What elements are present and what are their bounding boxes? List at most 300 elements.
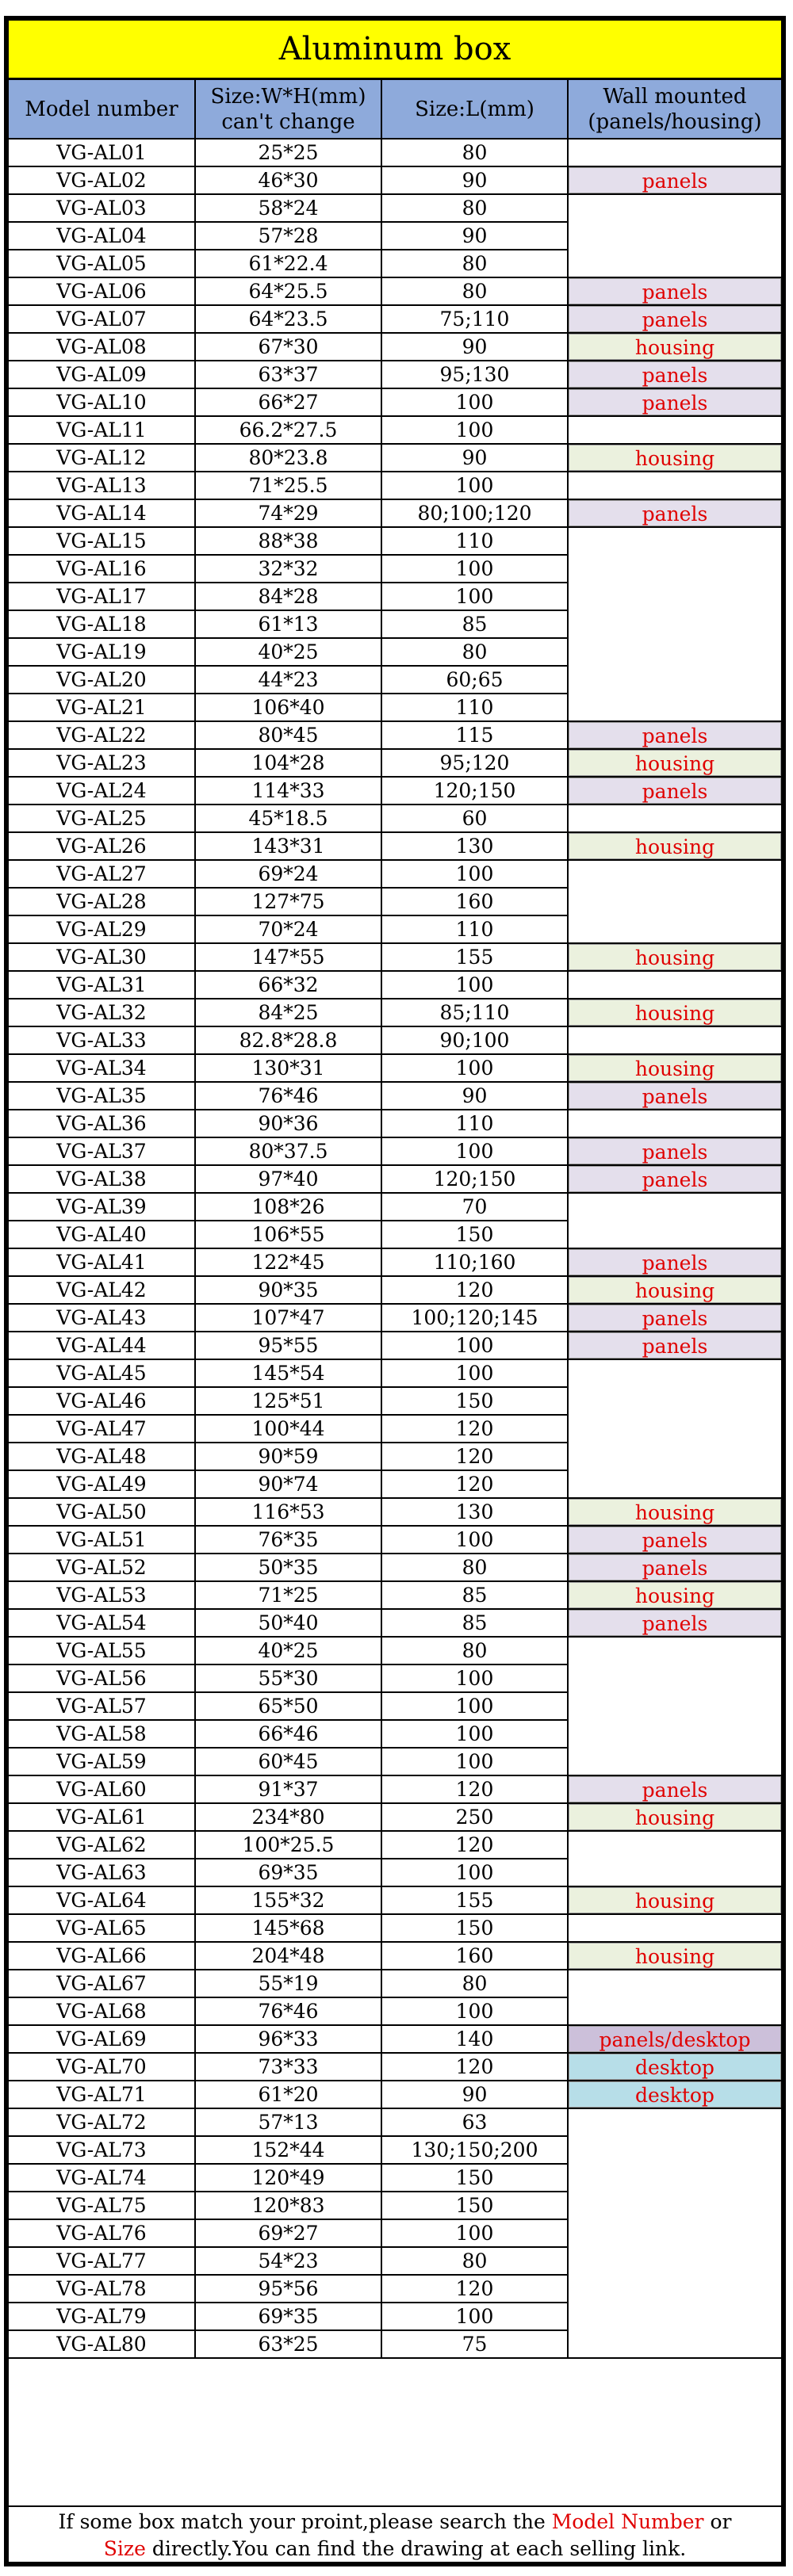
length-cell: 120 <box>381 1831 568 1859</box>
length-cell: 80 <box>381 139 568 166</box>
size-wh-cell: 100*44 <box>195 1415 381 1443</box>
size-wh-cell: 69*35 <box>195 2303 381 2330</box>
length-cell: 80 <box>381 2247 568 2275</box>
wall-mounted-cell <box>568 971 781 999</box>
size-wh-cell: 61*22.4 <box>195 250 381 277</box>
length-cell: 80;100;120 <box>381 499 568 527</box>
wall-mounted-cell <box>568 721 781 749</box>
table-row <box>9 527 781 555</box>
table-row <box>9 1970 781 1997</box>
model-cell: VG-AL09 <box>9 361 195 388</box>
model-cell: VG-AL51 <box>9 1526 195 1554</box>
size-wh-cell: 204*48 <box>195 1942 381 1970</box>
table-row <box>9 860 781 888</box>
table-row <box>9 1026 781 1054</box>
length-cell: 120 <box>381 1443 568 1470</box>
wall-mounted-cell <box>568 832 781 860</box>
model-cell: VG-AL06 <box>9 277 195 305</box>
mount-type-badge: panels <box>569 1083 781 1109</box>
model-cell: VG-AL42 <box>9 1276 195 1304</box>
table-row <box>9 1304 781 1332</box>
model-cell: VG-AL48 <box>9 1443 195 1470</box>
wall-mounted-cell <box>568 610 781 638</box>
model-cell: VG-AL71 <box>9 2081 195 2108</box>
size-wh-cell: 69*35 <box>195 1859 381 1886</box>
size-wh-cell: 50*40 <box>195 1609 381 1637</box>
model-cell: VG-AL78 <box>9 2275 195 2303</box>
footer-text-a: If some box match your proint,please search the <box>58 2510 552 2533</box>
size-wh-cell: 50*35 <box>195 1554 381 1581</box>
table-row <box>9 1942 781 1970</box>
size-wh-cell: 114*33 <box>195 777 381 805</box>
model-cell: VG-AL41 <box>9 1248 195 1276</box>
model-cell: VG-AL04 <box>9 222 195 250</box>
size-wh-cell: 84*25 <box>195 999 381 1026</box>
model-cell: VG-AL70 <box>9 2053 195 2081</box>
model-cell: VG-AL38 <box>9 1165 195 1193</box>
length-cell: 100 <box>381 2219 568 2247</box>
model-cell: VG-AL12 <box>9 444 195 472</box>
length-cell: 90;100 <box>381 1026 568 1054</box>
model-cell: VG-AL61 <box>9 1803 195 1831</box>
size-wh-cell: 57*13 <box>195 2108 381 2136</box>
header-row <box>9 80 781 139</box>
size-wh-cell: 97*40 <box>195 1165 381 1193</box>
size-wh-cell: 106*40 <box>195 694 381 721</box>
table-row <box>9 1637 781 1664</box>
length-cell: 120 <box>381 1775 568 1803</box>
wall-mounted-cell <box>568 1914 781 1942</box>
model-cell: VG-AL76 <box>9 2219 195 2247</box>
length-cell: 85 <box>381 1581 568 1609</box>
model-cell: VG-AL64 <box>9 1886 195 1914</box>
wall-mounted-cell <box>568 805 781 832</box>
table-row <box>9 277 781 305</box>
length-cell: 100;120;145 <box>381 1304 568 1332</box>
model-cell: VG-AL25 <box>9 805 195 832</box>
length-cell: 80 <box>381 1970 568 1997</box>
size-wh-cell: 73*33 <box>195 2053 381 2081</box>
model-cell: VG-AL77 <box>9 2247 195 2275</box>
table-row <box>9 610 781 638</box>
model-cell: VG-AL18 <box>9 610 195 638</box>
size-wh-cell: 71*25.5 <box>195 472 381 499</box>
header-wall-line2: (panels/housing) <box>588 109 762 134</box>
table-row <box>9 1664 781 1692</box>
table-row <box>9 499 781 527</box>
length-cell: 150 <box>381 2164 568 2192</box>
mount-type-badge: panels <box>569 722 781 748</box>
table-row <box>9 2025 781 2053</box>
model-cell: VG-AL75 <box>9 2192 195 2219</box>
aluminum-box-sheet <box>4 16 786 2566</box>
length-cell: 80 <box>381 250 568 277</box>
size-wh-cell: 90*59 <box>195 1443 381 1470</box>
length-cell: 100 <box>381 388 568 416</box>
length-cell: 130 <box>381 1498 568 1526</box>
model-cell: VG-AL10 <box>9 388 195 416</box>
model-cell: VG-AL62 <box>9 1831 195 1859</box>
table-row <box>9 1859 781 1886</box>
model-cell: VG-AL72 <box>9 2108 195 2136</box>
model-cell: VG-AL11 <box>9 416 195 444</box>
length-cell: 100 <box>381 971 568 999</box>
size-wh-cell: 234*80 <box>195 1803 381 1831</box>
model-cell: VG-AL56 <box>9 1664 195 1692</box>
table-row <box>9 832 781 860</box>
length-cell: 120 <box>381 2053 568 2081</box>
model-cell: VG-AL23 <box>9 749 195 777</box>
header-size-length: Size:L(mm) <box>381 80 568 139</box>
table-row <box>9 777 781 805</box>
length-cell: 155 <box>381 1886 568 1914</box>
mount-type-badge: panels <box>569 500 781 526</box>
model-cell: VG-AL69 <box>9 2025 195 2053</box>
wall-mounted-cell <box>568 1720 781 1748</box>
model-cell: VG-AL13 <box>9 472 195 499</box>
length-cell: 100 <box>381 1054 568 1082</box>
size-wh-cell: 95*55 <box>195 1332 381 1359</box>
size-wh-cell: 61*13 <box>195 610 381 638</box>
wall-mounted-cell <box>568 1193 781 1221</box>
model-cell: VG-AL73 <box>9 2136 195 2164</box>
mount-type-badge: panels <box>569 1166 781 1192</box>
size-wh-cell: 96*33 <box>195 2025 381 2053</box>
table-row <box>9 2330 781 2358</box>
size-wh-cell: 108*26 <box>195 1193 381 1221</box>
wall-mounted-cell <box>568 222 781 250</box>
product-table <box>9 80 781 2359</box>
wall-mounted-cell <box>568 999 781 1026</box>
wall-mounted-cell <box>568 1997 781 2025</box>
size-wh-cell: 46*30 <box>195 166 381 194</box>
length-cell: 120 <box>381 1470 568 1498</box>
length-cell: 110 <box>381 527 568 555</box>
model-cell: VG-AL39 <box>9 1193 195 1221</box>
wall-mounted-cell <box>568 583 781 610</box>
length-cell: 120 <box>381 2275 568 2303</box>
model-cell: VG-AL37 <box>9 1137 195 1165</box>
size-wh-cell: 143*31 <box>195 832 381 860</box>
table-row <box>9 2192 781 2219</box>
wall-mounted-cell <box>568 777 781 805</box>
length-cell: 100 <box>381 1720 568 1748</box>
wall-mounted-cell <box>568 555 781 583</box>
length-cell: 100 <box>381 1692 568 1720</box>
wall-mounted-cell <box>568 2053 781 2081</box>
size-wh-cell: 67*30 <box>195 333 381 361</box>
length-cell: 100 <box>381 583 568 610</box>
table-row <box>9 1415 781 1443</box>
table-row <box>9 805 781 832</box>
table-row <box>9 583 781 610</box>
wall-mounted-cell <box>568 638 781 666</box>
mount-type-badge: housing <box>569 999 781 1026</box>
table-row <box>9 2136 781 2164</box>
table-row <box>9 166 781 194</box>
mount-type-badge: housing <box>569 334 781 360</box>
size-wh-cell: 74*29 <box>195 499 381 527</box>
model-cell: VG-AL21 <box>9 694 195 721</box>
length-cell: 120;150 <box>381 777 568 805</box>
length-cell: 150 <box>381 1387 568 1415</box>
wall-mounted-cell <box>568 194 781 222</box>
length-cell: 100 <box>381 555 568 583</box>
table-row <box>9 888 781 915</box>
table-row <box>9 1137 781 1165</box>
wall-mounted-cell <box>568 1803 781 1831</box>
model-cell: VG-AL74 <box>9 2164 195 2192</box>
mount-type-badge: housing <box>569 944 781 970</box>
model-cell: VG-AL57 <box>9 1692 195 1720</box>
size-wh-cell: 104*28 <box>195 749 381 777</box>
length-cell: 150 <box>381 1221 568 1248</box>
table-row <box>9 1443 781 1470</box>
wall-mounted-cell <box>568 1221 781 1248</box>
wall-mounted-cell <box>568 250 781 277</box>
wall-mounted-cell <box>568 472 781 499</box>
length-cell: 130;150;200 <box>381 2136 568 2164</box>
length-cell: 130 <box>381 832 568 860</box>
header-model-number: Model number <box>9 80 195 139</box>
table-row <box>9 416 781 444</box>
model-cell: VG-AL32 <box>9 999 195 1026</box>
length-cell: 160 <box>381 1942 568 1970</box>
mount-type-badge: housing <box>569 750 781 776</box>
mount-type-badge: housing <box>569 1804 781 1830</box>
table-row <box>9 2053 781 2081</box>
length-cell: 100 <box>381 1526 568 1554</box>
size-wh-cell: 54*23 <box>195 2247 381 2275</box>
length-cell: 120 <box>381 1276 568 1304</box>
model-cell: VG-AL26 <box>9 832 195 860</box>
wall-mounted-cell <box>568 1664 781 1692</box>
model-cell: VG-AL19 <box>9 638 195 666</box>
table-row <box>9 388 781 416</box>
length-cell: 80 <box>381 1554 568 1581</box>
table-row <box>9 1165 781 1193</box>
wall-mounted-cell <box>568 1054 781 1082</box>
wall-mounted-cell <box>568 1581 781 1609</box>
table-row <box>9 1332 781 1359</box>
footer-text-b: or <box>703 2510 732 2533</box>
length-cell: 80 <box>381 194 568 222</box>
length-cell: 90 <box>381 333 568 361</box>
table-row <box>9 694 781 721</box>
mount-type-badge: housing <box>569 833 781 859</box>
table-row <box>9 1692 781 1720</box>
size-wh-cell: 88*38 <box>195 527 381 555</box>
length-cell: 115 <box>381 721 568 749</box>
table-row <box>9 1054 781 1082</box>
size-wh-cell: 125*51 <box>195 1387 381 1415</box>
size-wh-cell: 58*24 <box>195 194 381 222</box>
length-cell: 90 <box>381 166 568 194</box>
length-cell: 160 <box>381 888 568 915</box>
size-wh-cell: 76*46 <box>195 1082 381 1110</box>
table-row <box>9 1470 781 1498</box>
model-cell: VG-AL68 <box>9 1997 195 2025</box>
mount-type-badge: panels <box>569 1554 781 1580</box>
wall-mounted-cell <box>568 1526 781 1554</box>
length-cell: 100 <box>381 1359 568 1387</box>
table-row <box>9 194 781 222</box>
model-cell: VG-AL79 <box>9 2303 195 2330</box>
model-cell: VG-AL59 <box>9 1748 195 1775</box>
size-wh-cell: 45*18.5 <box>195 805 381 832</box>
size-wh-cell: 40*25 <box>195 638 381 666</box>
length-cell: 100 <box>381 1997 568 2025</box>
size-wh-cell: 65*50 <box>195 1692 381 1720</box>
length-cell: 150 <box>381 1914 568 1942</box>
length-cell: 90 <box>381 1082 568 1110</box>
table-row <box>9 721 781 749</box>
model-cell: VG-AL33 <box>9 1026 195 1054</box>
model-cell: VG-AL45 <box>9 1359 195 1387</box>
wall-mounted-cell <box>568 1859 781 1886</box>
size-wh-cell: 44*23 <box>195 666 381 694</box>
wall-mounted-cell <box>568 2247 781 2275</box>
wall-mounted-cell <box>568 943 781 971</box>
model-cell: VG-AL80 <box>9 2330 195 2358</box>
mount-type-badge: housing <box>569 1499 781 1525</box>
wall-mounted-cell <box>568 694 781 721</box>
mount-type-badge: desktop <box>569 2081 781 2108</box>
length-cell: 100 <box>381 1664 568 1692</box>
wall-mounted-cell <box>568 1470 781 1498</box>
length-cell: 80 <box>381 1637 568 1664</box>
length-cell: 100 <box>381 2303 568 2330</box>
wall-mounted-cell <box>568 361 781 388</box>
wall-mounted-cell <box>568 749 781 777</box>
length-cell: 75;110 <box>381 305 568 333</box>
table-row <box>9 1914 781 1942</box>
wall-mounted-cell <box>568 1831 781 1859</box>
length-cell: 110 <box>381 915 568 943</box>
wall-mounted-cell <box>568 1637 781 1664</box>
table-row <box>9 2081 781 2108</box>
table-row <box>9 1775 781 1803</box>
table-row <box>9 1193 781 1221</box>
length-cell: 100 <box>381 1137 568 1165</box>
length-cell: 100 <box>381 1748 568 1775</box>
length-cell: 70 <box>381 1193 568 1221</box>
size-wh-cell: 155*32 <box>195 1886 381 1914</box>
size-wh-cell: 76*46 <box>195 1997 381 2025</box>
size-wh-cell: 116*53 <box>195 1498 381 1526</box>
length-cell: 80 <box>381 638 568 666</box>
wall-mounted-cell <box>568 1110 781 1137</box>
model-cell: VG-AL28 <box>9 888 195 915</box>
length-cell: 110;160 <box>381 1248 568 1276</box>
wall-mounted-cell <box>568 388 781 416</box>
mount-type-badge: desktop <box>569 2054 781 2080</box>
wall-mounted-cell <box>568 1415 781 1443</box>
table-row <box>9 2219 781 2247</box>
table-row <box>9 1748 781 1775</box>
wall-mounted-cell <box>568 666 781 694</box>
model-cell: VG-AL46 <box>9 1387 195 1415</box>
table-row <box>9 2108 781 2136</box>
length-cell: 110 <box>381 694 568 721</box>
model-cell: VG-AL47 <box>9 1415 195 1443</box>
model-cell: VG-AL07 <box>9 305 195 333</box>
footer-line1 <box>9 2509 781 2536</box>
table-row <box>9 361 781 388</box>
header-size-wh <box>195 80 381 139</box>
model-cell: VG-AL63 <box>9 1859 195 1886</box>
size-wh-cell: 95*56 <box>195 2275 381 2303</box>
mount-type-badge: panels <box>569 306 781 332</box>
wall-mounted-cell <box>568 2330 781 2358</box>
model-cell: VG-AL53 <box>9 1581 195 1609</box>
table-row <box>9 749 781 777</box>
wall-mounted-cell <box>568 333 781 361</box>
model-cell: VG-AL05 <box>9 250 195 277</box>
model-cell: VG-AL27 <box>9 860 195 888</box>
wall-mounted-cell <box>568 499 781 527</box>
size-wh-cell: 82.8*28.8 <box>195 1026 381 1054</box>
wall-mounted-cell <box>568 1692 781 1720</box>
model-cell: VG-AL30 <box>9 943 195 971</box>
length-cell: 250 <box>381 1803 568 1831</box>
table-row <box>9 472 781 499</box>
mount-type-badge: panels <box>569 1527 781 1553</box>
size-wh-cell: 80*23.8 <box>195 444 381 472</box>
length-cell: 120;150 <box>381 1165 568 1193</box>
mount-type-badge: housing <box>569 1582 781 1608</box>
table-row <box>9 666 781 694</box>
length-cell: 80 <box>381 277 568 305</box>
table-row <box>9 1248 781 1276</box>
wall-mounted-cell <box>568 1359 781 1387</box>
table-row <box>9 1276 781 1304</box>
model-cell: VG-AL22 <box>9 721 195 749</box>
wall-mounted-cell <box>568 1942 781 1970</box>
length-cell: 85 <box>381 610 568 638</box>
size-wh-cell: 61*20 <box>195 2081 381 2108</box>
wall-mounted-cell <box>568 444 781 472</box>
table-row <box>9 1997 781 2025</box>
footer-note <box>9 2505 781 2562</box>
size-wh-cell: 71*25 <box>195 1581 381 1609</box>
length-cell: 155 <box>381 943 568 971</box>
table-row <box>9 1831 781 1859</box>
mount-type-badge: housing <box>569 1943 781 1969</box>
mount-type-badge: panels <box>569 1332 781 1359</box>
size-wh-cell: 60*45 <box>195 1748 381 1775</box>
size-wh-cell: 66*46 <box>195 1720 381 1748</box>
wall-mounted-cell <box>568 1304 781 1332</box>
mount-type-badge: housing <box>569 445 781 471</box>
model-cell: VG-AL17 <box>9 583 195 610</box>
size-wh-cell: 120*83 <box>195 2192 381 2219</box>
model-cell: VG-AL15 <box>9 527 195 555</box>
table-row <box>9 915 781 943</box>
length-cell: 60 <box>381 805 568 832</box>
model-cell: VG-AL29 <box>9 915 195 943</box>
model-cell: VG-AL14 <box>9 499 195 527</box>
table-row <box>9 943 781 971</box>
size-wh-cell: 80*37.5 <box>195 1137 381 1165</box>
size-wh-cell: 66*27 <box>195 388 381 416</box>
size-wh-cell: 69*24 <box>195 860 381 888</box>
model-cell: VG-AL43 <box>9 1304 195 1332</box>
size-wh-cell: 130*31 <box>195 1054 381 1082</box>
header-wall-line1: Wall mounted <box>603 84 747 109</box>
wall-mounted-cell <box>568 2275 781 2303</box>
table-row <box>9 1609 781 1637</box>
